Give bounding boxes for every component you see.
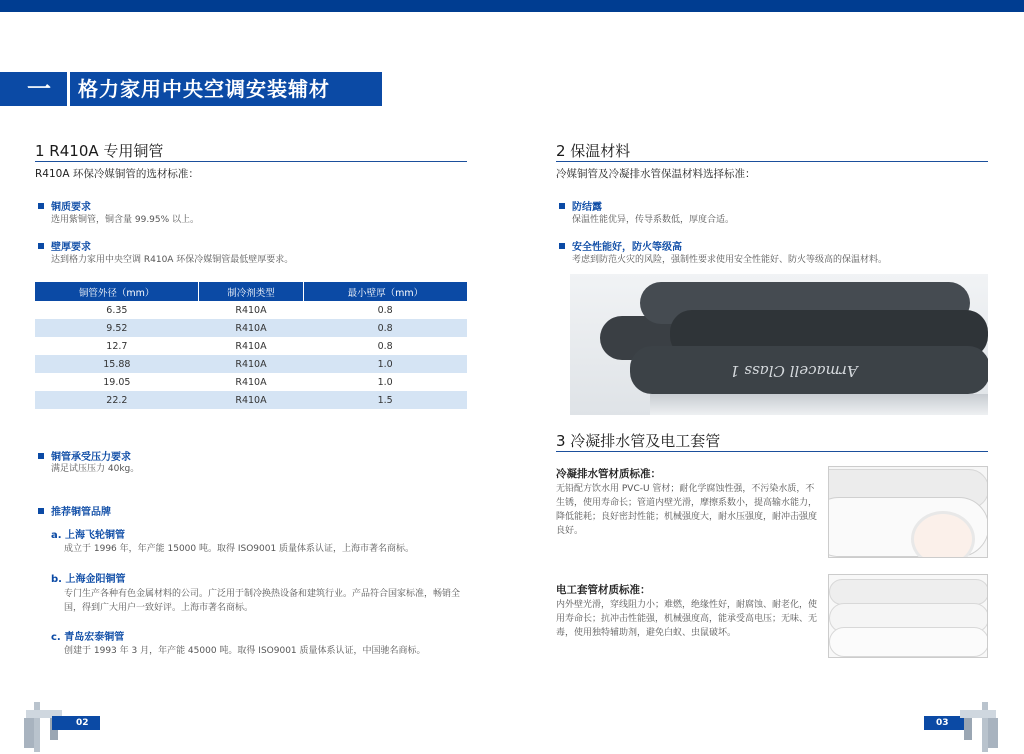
col-header-refrigerant: 制冷剂类型 bbox=[199, 282, 304, 301]
table-header-row bbox=[35, 282, 467, 301]
table-cell: 1.5 bbox=[303, 391, 467, 409]
chapter-header bbox=[0, 72, 382, 106]
bullet-anti-condensation: 防结露 bbox=[559, 198, 602, 213]
drain-text: 无铅配方饮水用 PVC-U 管材；耐化学腐蚀性强，不污染水质，不生锈，使用寿命长；管道内壁光滑，摩擦系数小，提高输水能力，降低能耗；良好密封性能；机械强度大，耐水压强度，耐冲击强度良好。 bbox=[556, 484, 818, 536]
section3-title: 3 冷凝排水管及电工套管 bbox=[556, 432, 721, 450]
section2-subtitle: 冷媒铜管及冷凝排水管保温材料选择标准： bbox=[556, 168, 756, 180]
table-cell: 0.8 bbox=[303, 337, 467, 355]
wall-thickness-table bbox=[35, 282, 467, 409]
conduit-heading: 电工套管材质标准： bbox=[556, 584, 651, 596]
brand-a-name: a. 上海飞轮铜管 bbox=[51, 530, 126, 541]
bullet-wall-thickness: 壁厚要求 bbox=[38, 238, 91, 253]
page-number-right: 03 bbox=[936, 718, 949, 728]
chapter-number: 一 bbox=[27, 75, 51, 103]
section2-title: 2 保温材料 bbox=[556, 142, 631, 160]
section1-rule bbox=[35, 161, 467, 162]
table-cell: 15.88 bbox=[35, 355, 199, 373]
table-cell: 1.0 bbox=[303, 373, 467, 391]
table-row bbox=[35, 301, 467, 319]
copper-quality-text: 选用紫铜管，铜含量 99.95% 以上。 bbox=[51, 215, 200, 225]
table-cell: 19.05 bbox=[35, 373, 199, 391]
table-row bbox=[35, 391, 467, 409]
section1-title: 1 R410A 专用铜管 bbox=[35, 142, 164, 160]
anti-condensation-text: 保温性能优异，传导系数低，厚度合适。 bbox=[572, 215, 735, 225]
brand-a-text: 成立于 1996 年，年产能 15000 吨。取得 ISO9001 质量体系认证，上海市著名商标。 bbox=[64, 544, 415, 554]
table-cell: R410A bbox=[199, 319, 304, 337]
bullet-pressure: 铜管承受压力要求 bbox=[38, 448, 131, 463]
conduit-text: 内外壁光滑，穿线阻力小；难燃，绝缘性好，耐腐蚀、耐老化，使用寿命长；抗冲击性能强，机械强度高，能承受高电压；无味、无毒，使用独特辅助剂，避免白蚁、虫鼠破坏。 bbox=[556, 600, 818, 638]
bullet-brands: 推荐铜管品牌 bbox=[38, 503, 111, 518]
fire-safety-text: 考虑到防范火灾的风险，强制性要求使用安全性能好、防火等级高的保温材料。 bbox=[572, 255, 888, 265]
conduit-tube bbox=[829, 579, 988, 605]
table-cell: R410A bbox=[199, 301, 304, 319]
foam-reflection bbox=[650, 394, 988, 415]
table-cell: 0.8 bbox=[303, 319, 467, 337]
header-divider bbox=[67, 72, 70, 106]
table-cell: 9.52 bbox=[35, 319, 199, 337]
table-row bbox=[35, 373, 467, 391]
drain-heading: 冷凝排水管材质标准： bbox=[556, 468, 661, 480]
section3-rule bbox=[556, 451, 988, 452]
table-cell: 12.7 bbox=[35, 337, 199, 355]
brand-c-name: c. 青岛宏泰铜管 bbox=[51, 632, 125, 643]
section2-rule bbox=[556, 161, 988, 162]
pvc-pipe-opening bbox=[911, 511, 975, 558]
bullet-copper-quality: 铜质要求 bbox=[38, 198, 91, 213]
col-header-min-wall: 最小壁厚（mm） bbox=[303, 282, 467, 301]
table-cell: 6.35 bbox=[35, 301, 199, 319]
table-row bbox=[35, 337, 467, 355]
chapter-title: 格力家用中央空调安装辅材 bbox=[78, 77, 330, 101]
table-cell: R410A bbox=[199, 337, 304, 355]
col-header-diameter: 铜管外径（mm） bbox=[35, 282, 199, 301]
pressure-text: 满足试压压力 40kg。 bbox=[51, 464, 140, 474]
table-row bbox=[35, 355, 467, 373]
pvc-pipe-photo bbox=[828, 466, 988, 558]
brand-c-text: 创建于 1993 年 3 月，年产能 45000 吨。取得 ISO9001 质量体系认证，中国驰名商标。 bbox=[64, 646, 426, 656]
wall-thickness-text: 达到格力家用中央空调 R410A 环保冷媒铜管最低壁厚要求。 bbox=[51, 255, 294, 265]
table-cell: 1.0 bbox=[303, 355, 467, 373]
page-number-left: 02 bbox=[76, 718, 89, 728]
brand-b-text: 专门生产各种有色金属材料的公司。广泛用于制冷换热设备和建筑行业。产品符合国家标准，畅销全国，得到广大用户一致好评。上海市著名商标。 bbox=[64, 589, 461, 613]
section1-subtitle: R410A 环保冷媒铜管的选材标准： bbox=[35, 168, 199, 180]
table-cell: 0.8 bbox=[303, 301, 467, 319]
table-cell: R410A bbox=[199, 391, 304, 409]
top-band bbox=[0, 0, 1024, 12]
conduit-tube bbox=[829, 627, 988, 657]
table-row bbox=[35, 319, 467, 337]
electrical-conduit-photo bbox=[828, 574, 988, 658]
table-cell: R410A bbox=[199, 373, 304, 391]
table-cell: 22.2 bbox=[35, 391, 199, 409]
foam-brand-print: Armacell Class 1 bbox=[730, 362, 858, 380]
brand-b-name: b. 上海金阳铜管 bbox=[51, 574, 126, 585]
caliper-icon bbox=[952, 700, 1002, 754]
table-cell: R410A bbox=[199, 355, 304, 373]
insulation-foam-photo bbox=[570, 274, 988, 415]
bullet-fire-safety: 安全性能好，防火等级高 bbox=[559, 238, 682, 253]
